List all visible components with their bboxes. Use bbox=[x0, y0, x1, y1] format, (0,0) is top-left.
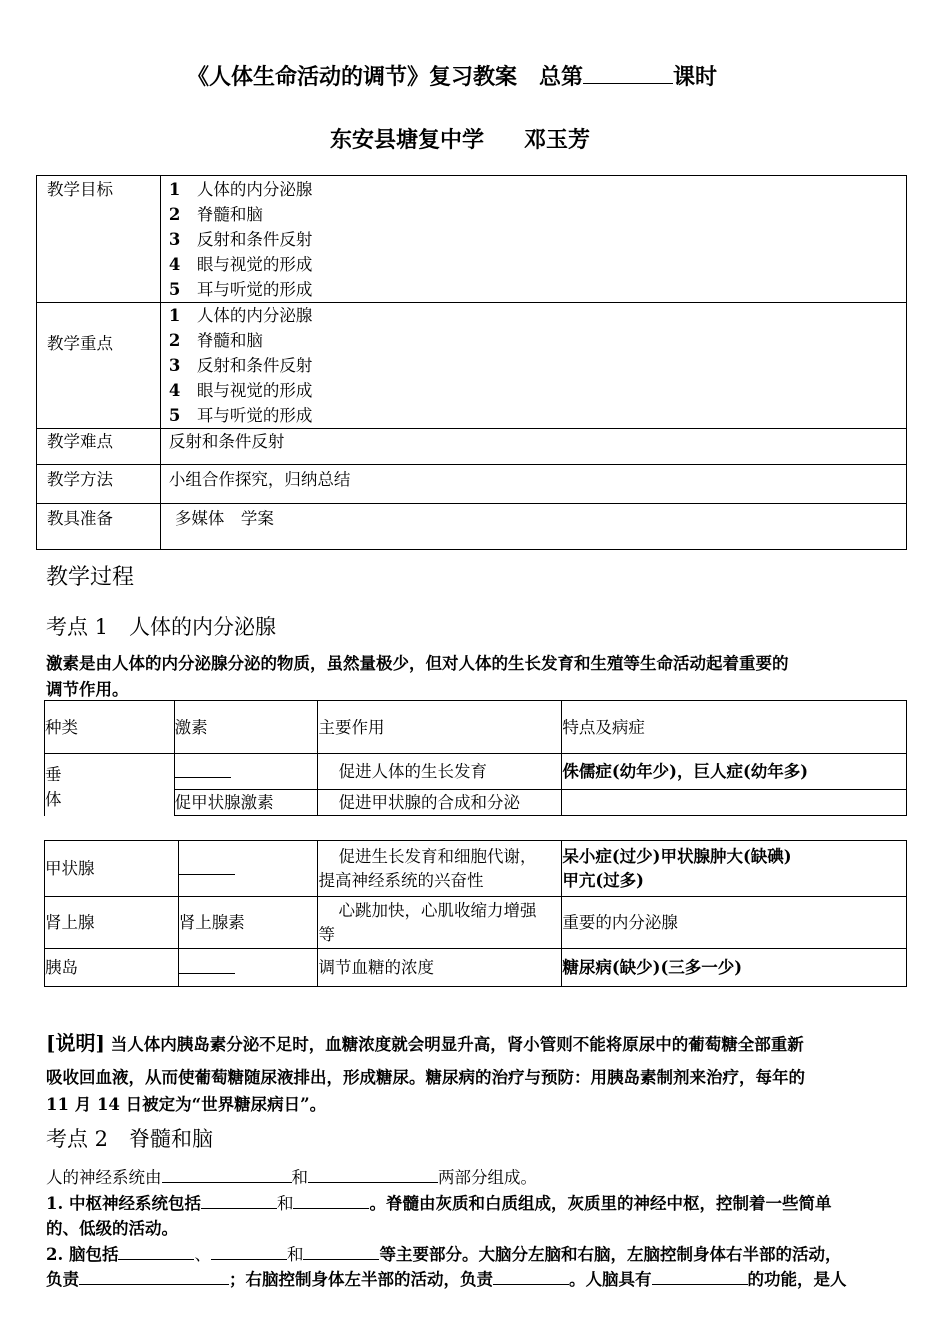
title-text: 《人体生命活动的调节》复习教案 总第 bbox=[187, 64, 584, 90]
process-title: 教学过程 bbox=[46, 565, 135, 590]
adrenal-hormone: 肾上腺素 bbox=[178, 897, 318, 949]
brain-part2-blank[interactable] bbox=[211, 1243, 287, 1260]
section1-title: 考点 1 人体的内分泌腺 bbox=[46, 615, 277, 639]
key-label-cell bbox=[37, 303, 161, 429]
key-label: 教学重点 bbox=[47, 334, 113, 353]
key-item: 3 反射和条件反射 bbox=[168, 356, 313, 375]
nervous-part1-blank[interactable] bbox=[162, 1166, 292, 1183]
thyroid-hormone-cell bbox=[178, 841, 318, 897]
pituitary-effect-2: 促进甲状腺的合成和分泌 bbox=[318, 790, 562, 816]
difficulty-text: 反射和条件反射 bbox=[168, 432, 285, 451]
cns-part2-blank[interactable] bbox=[293, 1192, 369, 1209]
pancreas-effect: 调节血糖的浓度 bbox=[318, 949, 562, 987]
hormone-table-bottom bbox=[44, 840, 907, 987]
pituitary-name-2: 体 bbox=[45, 790, 62, 809]
goal-item: 1 人体的内分泌腺 bbox=[168, 180, 313, 199]
right-brain-blank[interactable] bbox=[493, 1268, 569, 1285]
goals-label: 教学目标 bbox=[47, 180, 113, 199]
nervous-part2-blank[interactable] bbox=[308, 1166, 438, 1183]
goal-item: 2 脊髓和脑 bbox=[168, 205, 263, 224]
adrenal-effect: 心跳加快，心肌收缩力增强 等 bbox=[318, 897, 562, 949]
row-goals bbox=[37, 176, 907, 303]
row-tools bbox=[37, 504, 907, 550]
goal-item: 3 反射和条件反射 bbox=[168, 230, 313, 249]
thyroid-row bbox=[45, 841, 907, 897]
difficulty-label-cell bbox=[37, 429, 161, 465]
pituitary-name-1: 垂 bbox=[45, 765, 62, 784]
pituitary-hormone-blank-cell bbox=[174, 754, 318, 790]
section2-line4: 2. 脑包括 、 和 等主要部分。大脑分左脑和右脑，左脑控制身体右半部的活动， bbox=[46, 1245, 842, 1264]
adrenal-disease: 重要的内分泌腺 bbox=[562, 897, 907, 949]
row-key-points bbox=[37, 303, 907, 429]
pancreas-name: 胰岛 bbox=[45, 949, 179, 987]
note-line1: [说明] 当人体内胰岛素分泌不足时，血糖浓度就会明显升高，肾小管则不能将原尿中的葡萄糖全部重新 bbox=[46, 1031, 804, 1055]
thyroid-disease: 呆小症(过少)甲状腺肿大(缺碘) 甲亢(过多) bbox=[562, 841, 907, 897]
adrenal-name: 肾上腺 bbox=[45, 897, 179, 949]
key-item: 4 眼与视觉的形成 bbox=[168, 381, 313, 400]
pancreas-hormone-blank[interactable] bbox=[179, 957, 235, 974]
note-line3: 11 月 14 日被定为“世界糖尿病日”。 bbox=[46, 1095, 327, 1114]
title-suffix: 课时 bbox=[673, 64, 718, 90]
tools-cell bbox=[160, 504, 906, 550]
goal-item: 5 耳与听觉的形成 bbox=[168, 280, 313, 299]
key-item: 1 人体的内分泌腺 bbox=[168, 306, 313, 325]
thyroid-name: 甲状腺 bbox=[45, 841, 179, 897]
section2-title: 考点 2 脊髓和脑 bbox=[46, 1127, 214, 1151]
method-text: 小组合作探究，归纳总结 bbox=[168, 470, 351, 489]
adrenal-row bbox=[45, 897, 907, 949]
key-item: 5 耳与听觉的形成 bbox=[168, 406, 313, 425]
lesson-info-table bbox=[36, 175, 907, 550]
goals-list bbox=[160, 176, 906, 303]
tools-text: 多媒体 学案 bbox=[174, 509, 274, 528]
header-effect: 主要作用 bbox=[318, 701, 562, 754]
difficulty-label: 教学难点 bbox=[47, 432, 113, 451]
tools-label: 教具准备 bbox=[47, 509, 113, 528]
page-title bbox=[187, 60, 717, 91]
header-type: 种类 bbox=[45, 701, 175, 754]
school-name: 东安县塘复中学 bbox=[330, 127, 485, 153]
section2-line1: 人的神经系统由 和 两部分组成。 bbox=[46, 1168, 537, 1187]
goal-item: 4 眼与视觉的形成 bbox=[168, 255, 313, 274]
method-cell bbox=[160, 465, 906, 504]
row-method bbox=[37, 465, 907, 504]
row-difficulty bbox=[37, 429, 907, 465]
thyroid-effect: 促进生长发育和细胞代谢， 提高神经系统的兴奋性 bbox=[318, 841, 562, 897]
key-item: 2 脊髓和脑 bbox=[168, 331, 263, 350]
hormone-table-top bbox=[44, 700, 907, 816]
key-points-list bbox=[160, 303, 906, 429]
section2-line2: 1. 中枢神经系统包括 和 。脊髓由灰质和白质组成，灰质里的神经中枢，控制着一些简单 bbox=[46, 1194, 832, 1213]
pituitary-disease-1: 侏儒症(幼年少)，巨人症(幼年多) bbox=[562, 754, 907, 790]
brain-function-blank[interactable] bbox=[652, 1268, 748, 1285]
pituitary-name-cell bbox=[45, 754, 175, 816]
brain-part3-blank[interactable] bbox=[303, 1243, 379, 1260]
hormone-header-row bbox=[45, 701, 907, 754]
pituitary-hormone-2: 促甲状腺激素 bbox=[174, 790, 318, 816]
difficulty-cell bbox=[160, 429, 906, 465]
goals-label-cell bbox=[37, 176, 161, 303]
teacher-name: 邓玉芳 bbox=[524, 127, 591, 153]
title-blank[interactable] bbox=[583, 65, 673, 84]
method-label-cell bbox=[37, 465, 161, 504]
pituitary-disease-2 bbox=[562, 790, 907, 816]
left-brain-blank[interactable] bbox=[79, 1268, 229, 1285]
header-hormone: 激素 bbox=[174, 701, 318, 754]
pituitary-hormone-blank[interactable] bbox=[175, 761, 231, 778]
cns-part1-blank[interactable] bbox=[201, 1192, 277, 1209]
section1-intro-line2: 调节作用。 bbox=[46, 680, 129, 699]
pituitary-row-2 bbox=[45, 790, 907, 816]
note-line2: 吸收回血液，从而使葡萄糖随尿液排出，形成糖尿。糖尿病的治疗与预防：用胰岛素制剂来治疗，每年的 bbox=[46, 1068, 805, 1087]
pituitary-effect-1: 促进人体的生长发育 bbox=[318, 754, 562, 790]
tools-label-cell bbox=[37, 504, 161, 550]
pituitary-row-1 bbox=[45, 754, 907, 790]
note-label: [说明] bbox=[46, 1031, 105, 1055]
page-subtitle bbox=[330, 123, 590, 154]
brain-part1-blank[interactable] bbox=[118, 1243, 194, 1260]
header-disease: 特点及病症 bbox=[562, 701, 907, 754]
method-label: 教学方法 bbox=[47, 470, 113, 489]
section2-line3: 的、低级的活动。 bbox=[46, 1219, 178, 1238]
pancreas-hormone-cell bbox=[178, 949, 318, 987]
pancreas-row bbox=[45, 949, 907, 987]
section2-line5: 负责 ；右脑控制身体左半部的活动，负责 。人脑具有 的功能，是人 bbox=[46, 1270, 847, 1289]
thyroid-hormone-blank[interactable] bbox=[179, 858, 235, 875]
section1-intro-line1: 激素是由人体的内分泌腺分泌的物质，虽然量极少，但对人体的生长发育和生殖等生命活动起着重要的 bbox=[46, 654, 789, 673]
pancreas-disease: 糖尿病(缺少)(三多一少) bbox=[562, 949, 907, 987]
